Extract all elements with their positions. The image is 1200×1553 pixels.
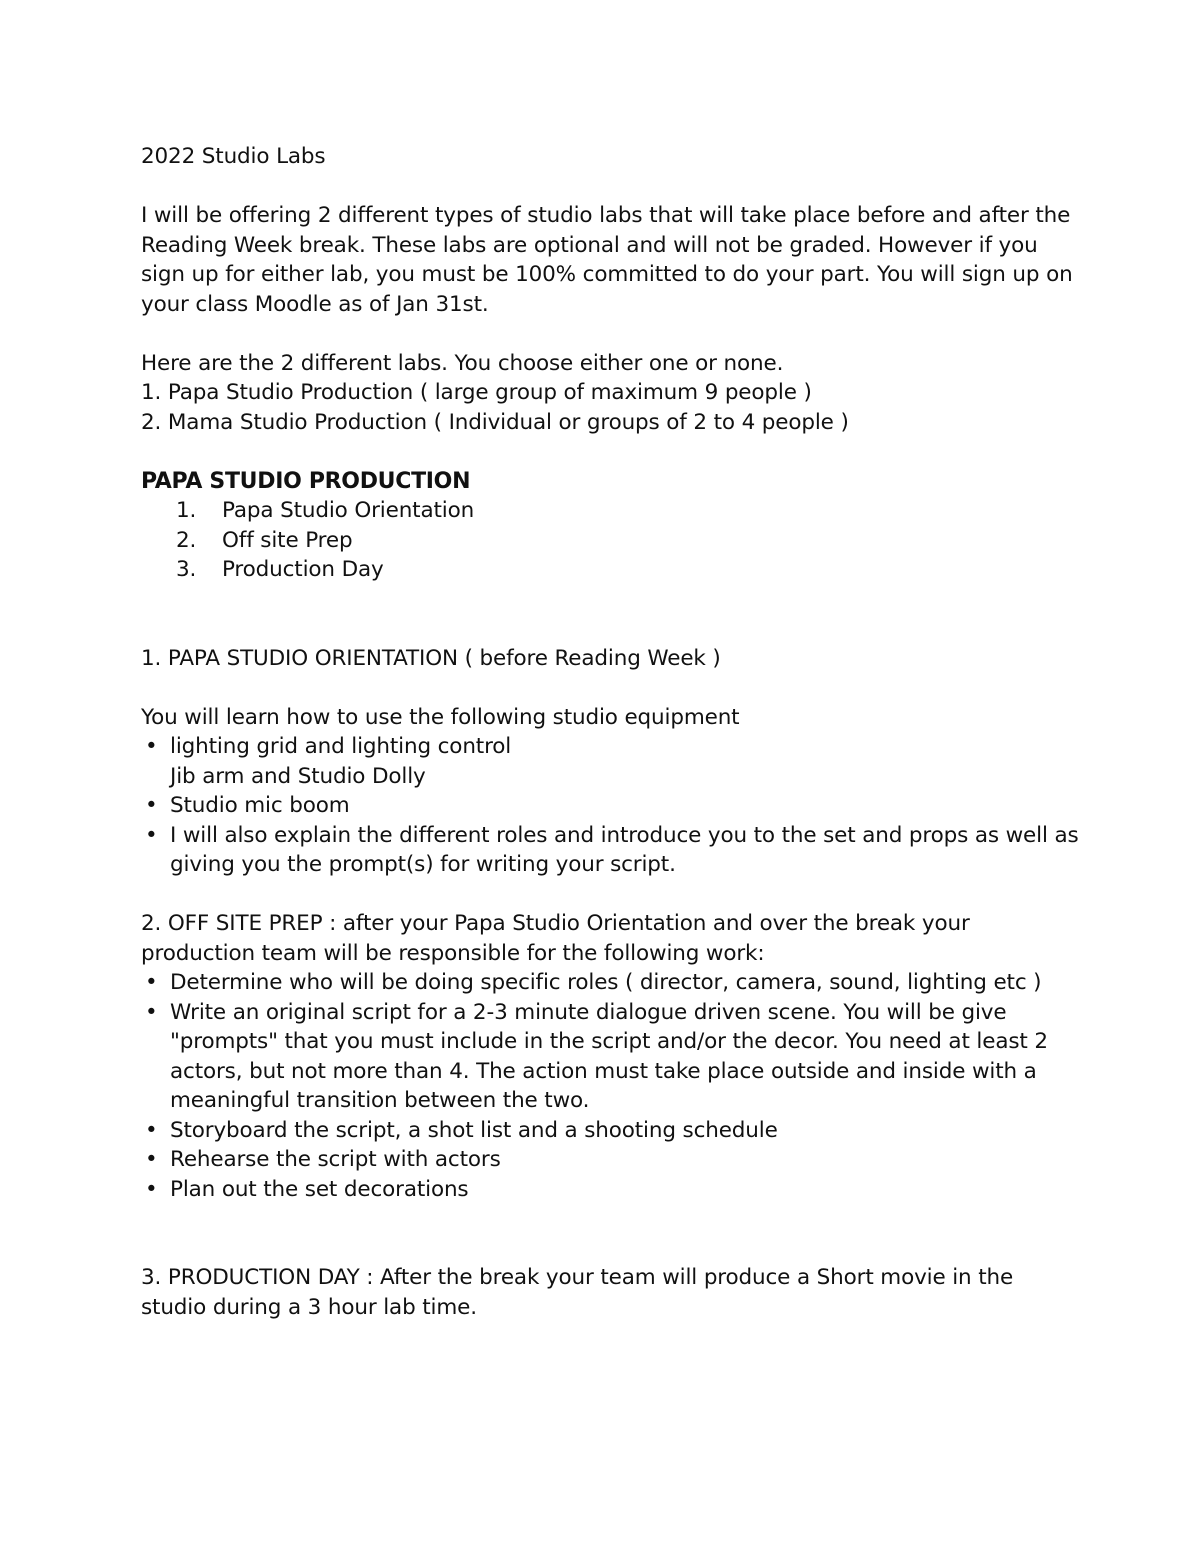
item-text: Write an original script for a 2-3 minute dialogue driven scene. You will be give "prompts" that you must include in the script and/or the decor. You need at least 2 actors, but not more than 4. The action must take place outside and inside with a meaningful transition between the two. bbox=[170, 999, 1048, 1113]
papa-steps-list bbox=[141, 496, 1081, 585]
bullet-icon: • bbox=[145, 1176, 158, 1202]
labs-list bbox=[141, 378, 1081, 437]
papa-step-item bbox=[141, 555, 1081, 585]
papa-step-item bbox=[141, 496, 1081, 526]
bullet-icon: • bbox=[145, 734, 158, 759]
bullet-icon: • bbox=[145, 822, 158, 848]
spacer bbox=[141, 585, 1081, 644]
prep-intro: 2. OFF SITE PREP : after your Papa Studio Orientation and over the break your production team will be responsible for the following work: bbox=[141, 911, 970, 966]
lab-item-mama: 2. Mama Studio Production ( Individual or groups of 2 to 4 people ) bbox=[141, 409, 849, 435]
spacer bbox=[141, 673, 1081, 703]
bullet-icon: • bbox=[145, 999, 158, 1025]
papa-step-item bbox=[141, 526, 1081, 556]
orientation-item bbox=[141, 791, 1081, 821]
orientation-item bbox=[141, 732, 1081, 762]
document-body bbox=[141, 142, 1081, 1322]
production-day-paragraph: 3. PRODUCTION DAY : After the break your team will produce a Short movie in the studio during a 3 hour lab time. bbox=[141, 1265, 1014, 1320]
bullet-icon: • bbox=[145, 1117, 158, 1143]
prep-item bbox=[141, 1145, 1081, 1175]
step-text: Papa Studio Orientation bbox=[222, 498, 475, 523]
item-text: Determine who will be doing specific roles ( director, camera, sound, lighting etc ) bbox=[170, 970, 1042, 995]
orientation-item bbox=[141, 821, 1081, 880]
bullet-icon: • bbox=[145, 793, 158, 818]
item-text: I will also explain the different roles and introduce you to the set and props as well as giving you the prompt(s) for writing your script. bbox=[170, 822, 1079, 877]
intro-paragraph: I will be offering 2 different types of studio labs that will take place before and after the Reading Week break. These labs are optional and will not be graded. However if you sign up for either lab, you must be 100% committed to do your part. You will sign up on your class Moodle as of Jan 31st. bbox=[141, 203, 1073, 317]
papa-heading: PAPA STUDIO PRODUCTION bbox=[141, 468, 471, 494]
step-number: 3. bbox=[176, 557, 197, 582]
prep-item bbox=[141, 1116, 1081, 1146]
item-text: lighting grid and lighting control bbox=[170, 734, 512, 759]
step-text: Off site Prep bbox=[222, 527, 353, 553]
spacer bbox=[141, 880, 1081, 910]
step-text: Production Day bbox=[222, 557, 384, 582]
item-text: Jib arm and Studio Dolly bbox=[170, 763, 426, 789]
bullet-icon: • bbox=[145, 1147, 158, 1172]
orientation-item bbox=[141, 762, 1081, 792]
prep-list bbox=[141, 968, 1081, 1204]
step-number: 1. bbox=[176, 498, 197, 523]
prep-item bbox=[141, 998, 1081, 1116]
orientation-list bbox=[141, 732, 1081, 880]
spacer bbox=[141, 437, 1081, 467]
prep-item bbox=[141, 1175, 1081, 1205]
spacer bbox=[141, 319, 1081, 349]
spacer bbox=[141, 1204, 1081, 1263]
bullet-icon: • bbox=[145, 970, 158, 995]
labs-intro: Here are the 2 different labs. You choose either one or none. bbox=[141, 350, 784, 376]
orientation-heading: 1. PAPA STUDIO ORIENTATION ( before Reading Week ) bbox=[141, 645, 721, 671]
item-text: Plan out the set decorations bbox=[170, 1176, 469, 1202]
item-text: Storyboard the script, a shot list and a shooting schedule bbox=[170, 1117, 778, 1143]
orientation-intro: You will learn how to use the following studio equipment bbox=[141, 704, 740, 730]
item-text: Rehearse the script with actors bbox=[170, 1147, 501, 1172]
spacer bbox=[141, 172, 1081, 202]
lab-item-papa: 1. Papa Studio Production ( large group of maximum 9 people ) bbox=[141, 380, 812, 405]
item-text: Studio mic boom bbox=[170, 793, 350, 818]
prep-item bbox=[141, 968, 1081, 998]
step-number: 2. bbox=[176, 527, 197, 553]
document-title: 2022 Studio Labs bbox=[141, 144, 326, 169]
